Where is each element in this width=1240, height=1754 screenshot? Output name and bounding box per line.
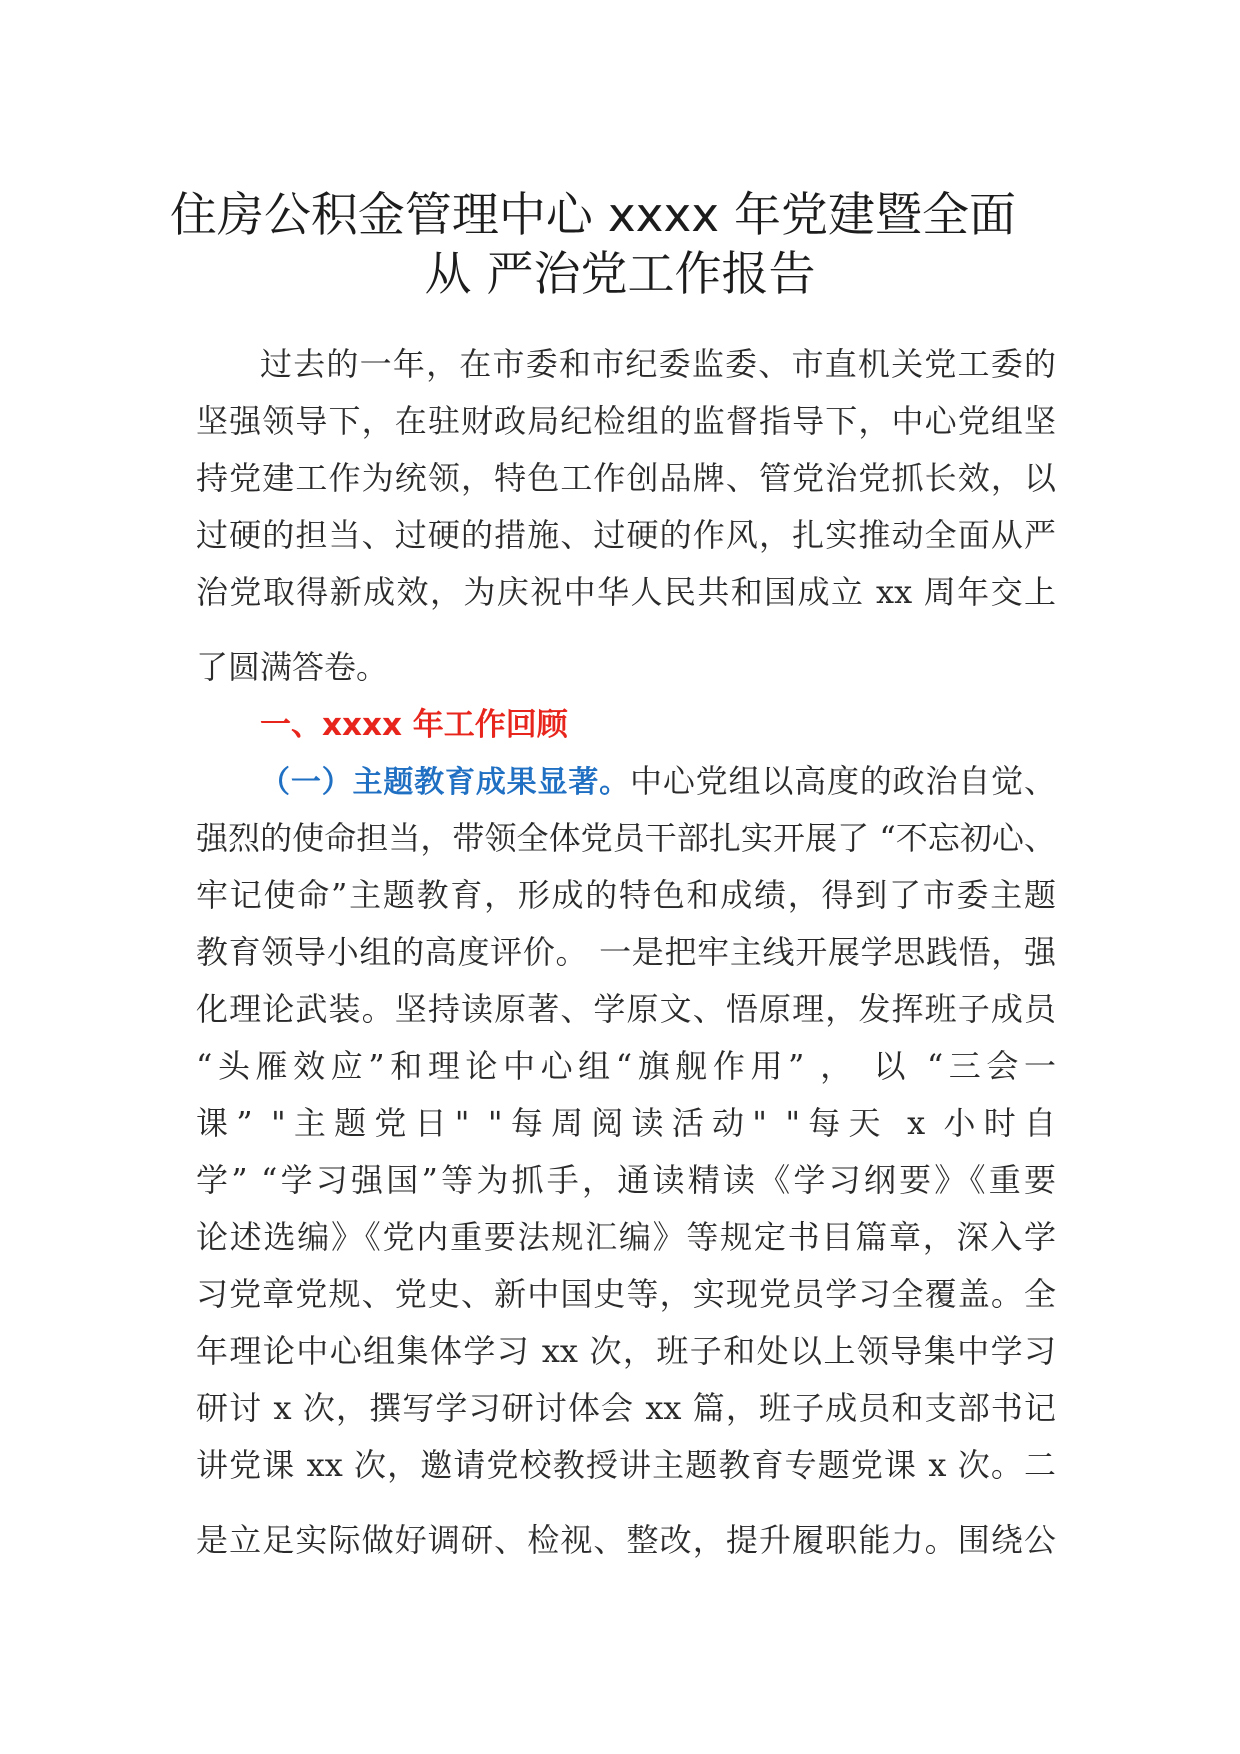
paragraph-gap: [196, 621, 1056, 639]
intro-line: 坚强领导下，在驻财政局纪检组的监督指导下，中心党组坚: [196, 402, 1056, 440]
intro-line: 了圆满答卷。: [196, 648, 389, 686]
intro-line: 持党建工作为统领，特色工作创品牌、管党治党抓长效，以: [196, 459, 1056, 497]
body-line: 课” "主题党日" "每周阅读活动" "每天 x 小时自: [196, 1104, 1056, 1142]
body-line: 牢记使命”主题教育，形成的特色和成绩，得到了市委主题: [196, 876, 1056, 914]
body-line: 教育领导小组的高度评价。 一是把牢主线开展学思践悟，强: [196, 933, 1056, 971]
report-title: [0, 188, 1240, 303]
body-line: 年理论中心组集体学习 xx 次，班子和处以上领导集中学习: [196, 1332, 1056, 1370]
paragraph-gap: [196, 1494, 1056, 1512]
body-line: 是立足实际做好调研、检视、整改，提升履职能力。围绕公: [196, 1521, 1056, 1559]
report-body: [196, 336, 1056, 1569]
subsection-first-line-text: 中心党组以高度的政治自觉、: [630, 762, 1056, 800]
body-line: 强烈的使命担当，带领全体党员干部扎实开展了 “不忘初心、: [196, 819, 1056, 857]
intro-line: 过去的一年，在市委和市纪委监委、市直机关党工委的: [260, 345, 1056, 383]
subsection-heading: （一）主题教育成果显著。: [260, 765, 630, 800]
body-line: 研讨 x 次，撰写学习研讨体会 xx 篇，班子成员和支部书记: [196, 1389, 1056, 1427]
body-line: “头雁效应”和理论中心组“旗舰作用” ， 以 “三会一: [196, 1047, 1056, 1085]
body-line: 学” “学习强国”等为抓手，通读精读《学习纲要》《重要: [196, 1161, 1056, 1199]
body-line: 化理论武装。坚持读原著、学原文、悟原理，发挥班子成员: [196, 990, 1056, 1028]
intro-line: 治党取得新成效，为庆祝中华人民共和国成立 xx 周年交上: [196, 573, 1056, 611]
intro-line: 过硬的担当、过硬的措施、过硬的作风，扎实推动全面从严: [196, 516, 1056, 554]
title-line-2: 从 严治党工作报告: [424, 247, 816, 302]
subsection-first-line: [196, 753, 1056, 810]
body-line: 论述选编》《党内重要法规汇编》等规定书目篇章，深入学: [196, 1218, 1056, 1256]
section-heading-text: 一、xxxx 年工作回顾: [260, 707, 568, 743]
title-line-1: 住房公积金管理中心 xxxx 年党建暨全面: [169, 188, 1017, 243]
body-line: 习党章党规、党史、新中国史等，实现党员学习全覆盖。全: [196, 1275, 1056, 1313]
section-heading: [196, 696, 1056, 753]
body-line: 讲党课 xx 次，邀请党校教授讲主题教育专题党课 x 次。二: [196, 1446, 1056, 1484]
